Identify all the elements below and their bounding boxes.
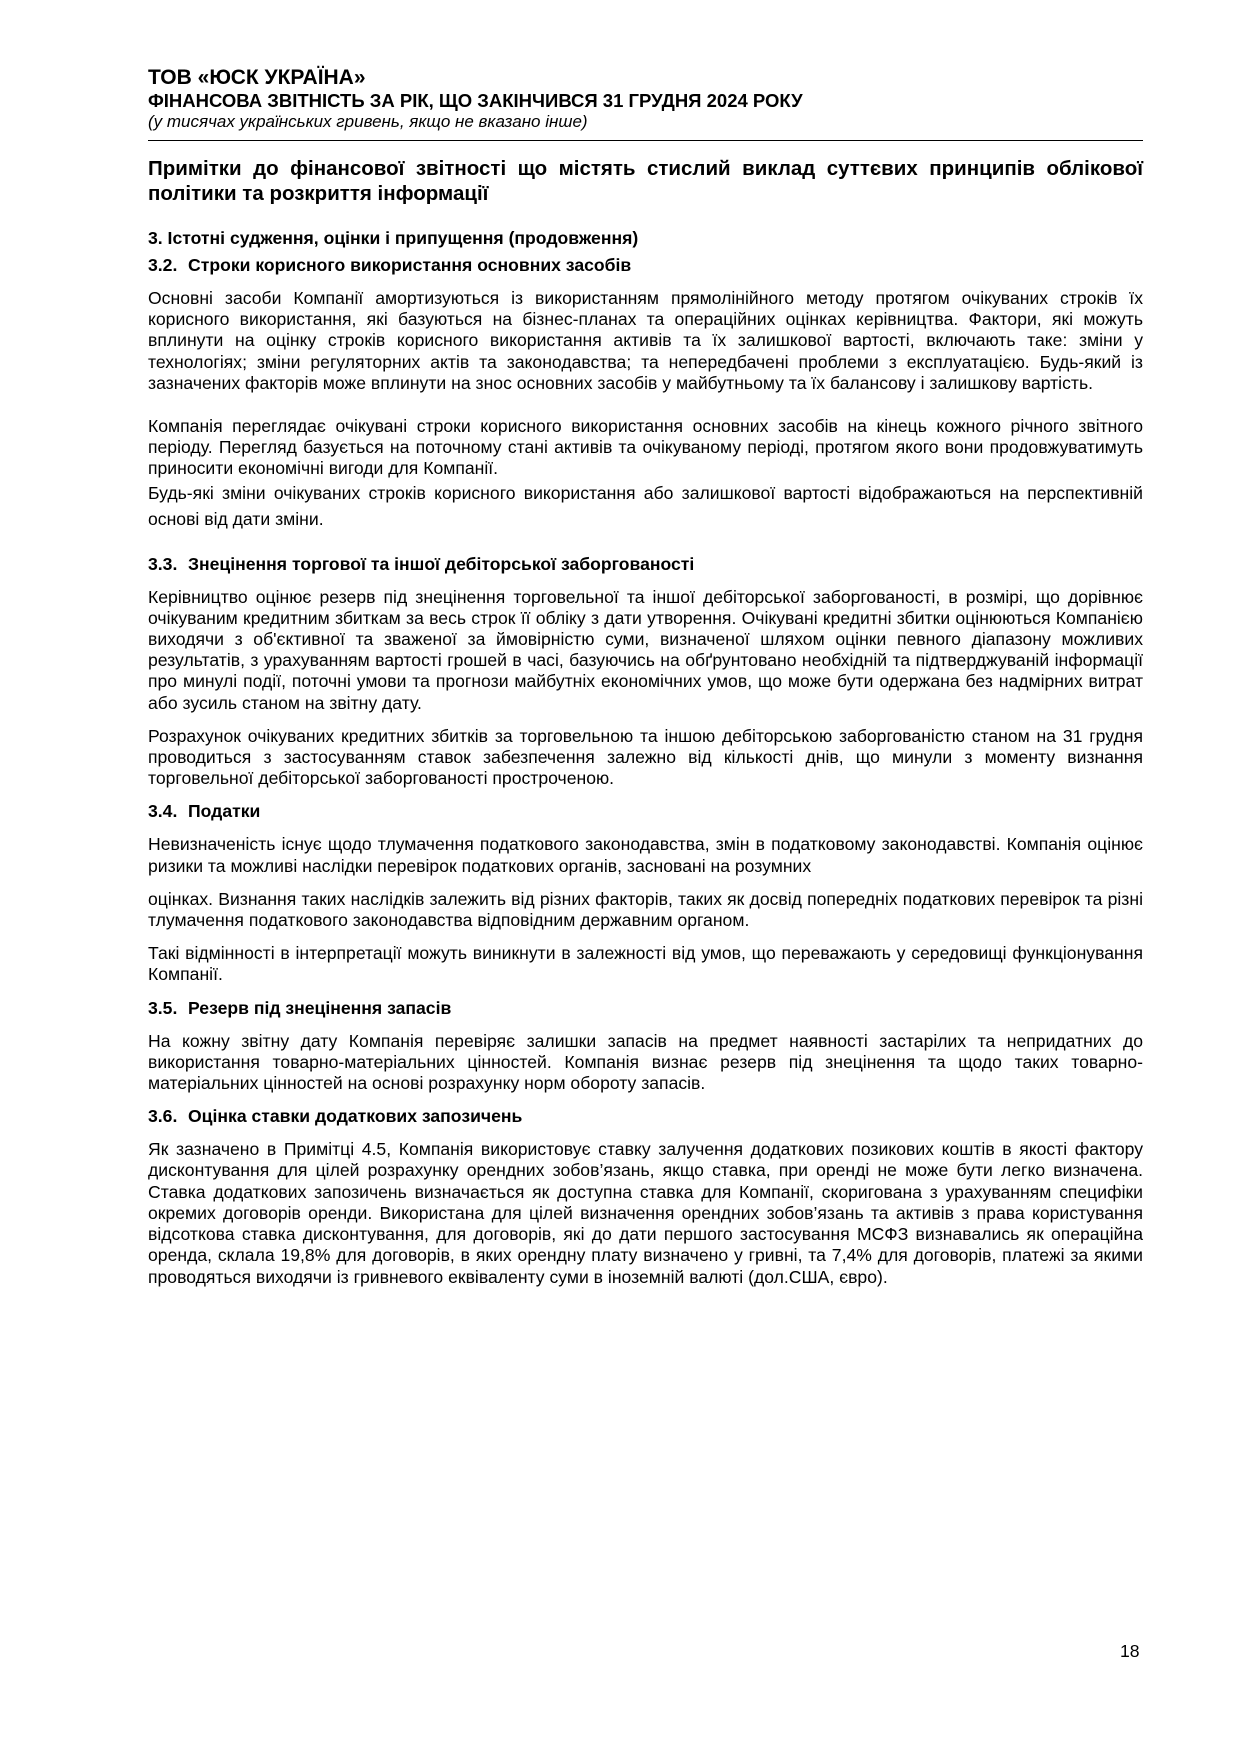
subsection-3-3-heading bbox=[148, 554, 1143, 575]
document-body bbox=[148, 156, 1143, 1288]
paragraph: оцінках. Визнання таких наслідків залежить від різних факторів, таких як досвід попередніх податкових перевірок та різні тлумачення податкового законодавства відповідним державним органом. bbox=[148, 888, 1143, 931]
paragraph: Компанія переглядає очікувані строки корисного використання основних засобів на кінець кожного річного звітного періоду. Перегляд базується на поточному стані активів та очікуваному періоді, протягом якого вони продовжуватимуть приносити економічні вигоди для Компанії. bbox=[148, 416, 1143, 479]
subsection-3-5-heading bbox=[148, 998, 1143, 1019]
subsection-number: 3.3. bbox=[148, 553, 178, 574]
header-divider bbox=[148, 140, 1143, 141]
paragraph: Керівництво оцінює резерв під знецінення торговельної та іншої дебіторської заборгованості, в розмірі, що дорівнює очікуваним кредитним збиткам за весь строк її обліку з дати утворення. Очікувані кредитні збитки оцінюються Компанією виходячи з об'єктивної та зваженої за ймовірністю суми, визначеної шляхом оцінки певного діапазону можливих результатів, з урахуванням вартості грошей в часі, базуючись на обґрунтовано необхідній та підтверджуваній інформації про минулі події, поточні умови та прогнози майбутніх економічних умов, що може бути одержана без надмірних витрат або зусиль станом на звітну дату. bbox=[148, 586, 1143, 713]
paragraph: Невизначеність існує щодо тлумачення податкового законодавства, змін в податковому законодавстві. Компанія оцінює ризики та можливі наслідки перевірок податкових органів, засновані на розумних bbox=[148, 834, 1143, 876]
subsection-title: Податки bbox=[188, 801, 261, 822]
currency-note: (у тисячах українських гривень, якщо не вказано інше) bbox=[148, 112, 588, 131]
subsection-number: 3.4. bbox=[148, 801, 178, 822]
subsection-3-6-heading bbox=[148, 1106, 1143, 1127]
paragraph: Такі відмінності в інтерпретації можуть виникнути в залежності від умов, що переважають у середовищі функціонування Компанії. bbox=[148, 943, 1143, 985]
subsection-number: 3.2. bbox=[148, 255, 178, 275]
subsection-number: 3.5. bbox=[148, 997, 178, 1018]
document-header bbox=[148, 66, 1143, 132]
notes-title: Примітки до фінансової звітності що містять стислий виклад суттєвих принципів облікової політики та розкриття інформації bbox=[148, 157, 1143, 205]
section-title: 3. Істотні судження, оцінки і припущення (продовження) bbox=[148, 228, 639, 248]
report-title: ФІНАНСОВА ЗВІТНІСТЬ ЗА РІК, ЩО ЗАКІНЧИВСЯ 31 ГРУДНЯ 2024 РОКУ bbox=[148, 90, 803, 111]
paragraph: Як зазначено в Примітці 4.5, Компанія використовує ставку залучення додаткових позикових коштів в якості фактору дисконтування для цілей розрахунку орендних зобов’язань, якщо ставка, при оренді не може бути легко визначена. Ставка додаткових запозичень визначається як доступна ставка для Компанії, скоригована з урахуванням специфіки окремих договорів оренди. Використана для цілей визначення орендних зобов’язань та активів з права користування відсоткова ставка дисконтування, для договорів, які до дати першого застосування МСФЗ визнавались як операційна оренда, склала 19,8% для договорів, в яких орендну плату визначено у гривні, та 7,4% для договорів, платежі за якими проводяться виходячи із гривневого еквіваленту суми в іноземній валюті (дол.США, євро). bbox=[148, 1139, 1143, 1287]
company-name: ТОВ «ЮСК УКРАЇНА» bbox=[148, 66, 366, 89]
subsection-number: 3.6. bbox=[148, 1106, 178, 1127]
paragraph: Розрахунок очікуваних кредитних збитків за торговельною та іншою дебіторською заборгованістю станом на 31 грудня проводиться з застосуванням ставок забезпечення залежно від кількості днів, що минули з моменту визнання торговельної дебіторської заборгованості простроченою. bbox=[148, 725, 1143, 789]
subsection-title: Оцінка ставки додаткових запозичень bbox=[188, 1106, 523, 1127]
subsection-3-2-heading bbox=[148, 255, 1143, 276]
subsection-3-4-heading bbox=[148, 801, 1143, 822]
subsection-title: Строки корисного використання основних засобів bbox=[188, 255, 632, 275]
subsection-title: Знецінення торгової та іншої дебіторської заборгованості bbox=[188, 553, 695, 574]
paragraph: Будь-які зміни очікуваних строків корисного використання або залишкової вартості відображаються на перспективній основі від дати зміни. bbox=[148, 482, 1143, 529]
paragraph: Основні засоби Компанії амортизуються із використанням прямолінійного методу протягом очікуваних строків їх корисного використання, які базуються на бізнес-планах та операційних оцінках керівництва. Фактори, які можуть вплинути на оцінку строків корисного використання активів та їх залишкової вартості, включають таке: зміни у технологіях; зміни регуляторних актів та законодавства; та непередбачені проблеми з експлуатацією. Будь-який із зазначених факторів може вплинути на знос основних засобів у майбутньому та їх балансову і залишкову вартість. bbox=[148, 288, 1143, 393]
page-number: 18 bbox=[1120, 1641, 1140, 1661]
subsection-title: Резерв під знецінення запасів bbox=[188, 997, 452, 1018]
paragraph: На кожну звітну дату Компанія перевіряє залишки запасів на предмет наявності застарілих та непридатних до використання товарно-матеріальних цінностей. Компанія визнає резерв під знецінення та щодо таких товарно-матеріальних цінностей на основі розрахунку норм обороту запасів. bbox=[148, 1030, 1143, 1094]
